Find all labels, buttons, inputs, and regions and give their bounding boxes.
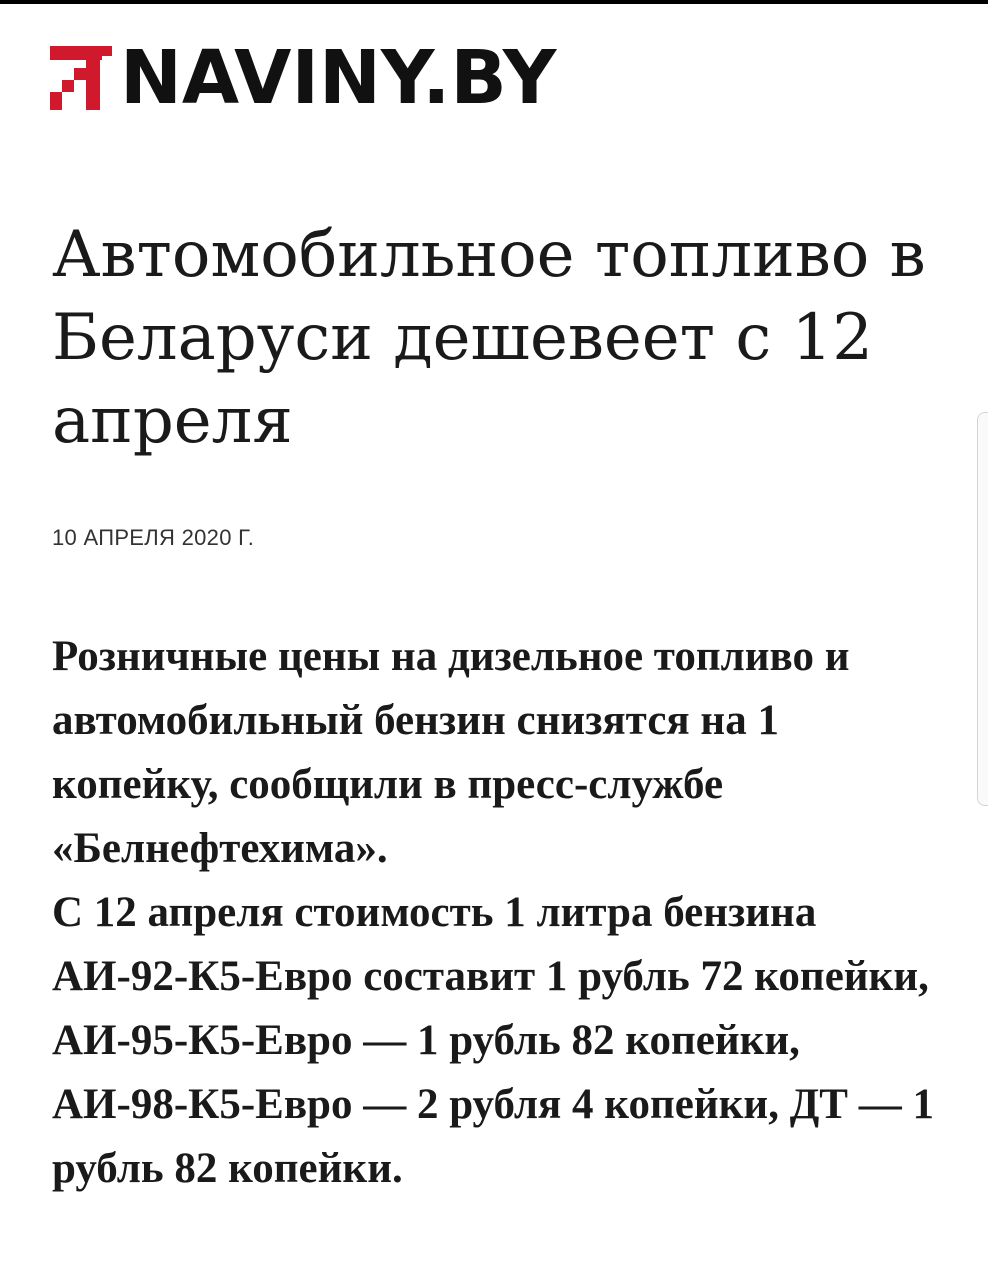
article-lead bbox=[52, 625, 942, 1201]
site-logo[interactable] bbox=[50, 35, 557, 121]
scrollbar[interactable] bbox=[977, 412, 988, 806]
logo-text: NAVINY.BY bbox=[120, 35, 557, 121]
article-date: 10 АПРЕЛЯ 2020 Г. bbox=[52, 525, 255, 550]
article-title: Автомобильное топливо в Беларуси дешевеет с 12 апреля bbox=[52, 218, 926, 458]
lead-paragraph: С 12 апреля стоимость 1 литра бензина АИ-92-К5-Евро составит 1 рубль 72 копейки, АИ-95-К5-Евро — 1 рубль 82 копейки, АИ-98-К5-Евро — 2 рубля 4 копейки, ДТ — 1 рубль 82 копейки. bbox=[52, 889, 934, 1192]
naviny-pixel-logo-icon bbox=[50, 46, 112, 110]
lead-paragraph: Розничные цены на дизельное топливо и автомобильный бензин снизятся на 1 копейку, сообщили в пресс-службе «Белнефтехима». bbox=[52, 633, 850, 872]
top-border bbox=[0, 0, 988, 4]
